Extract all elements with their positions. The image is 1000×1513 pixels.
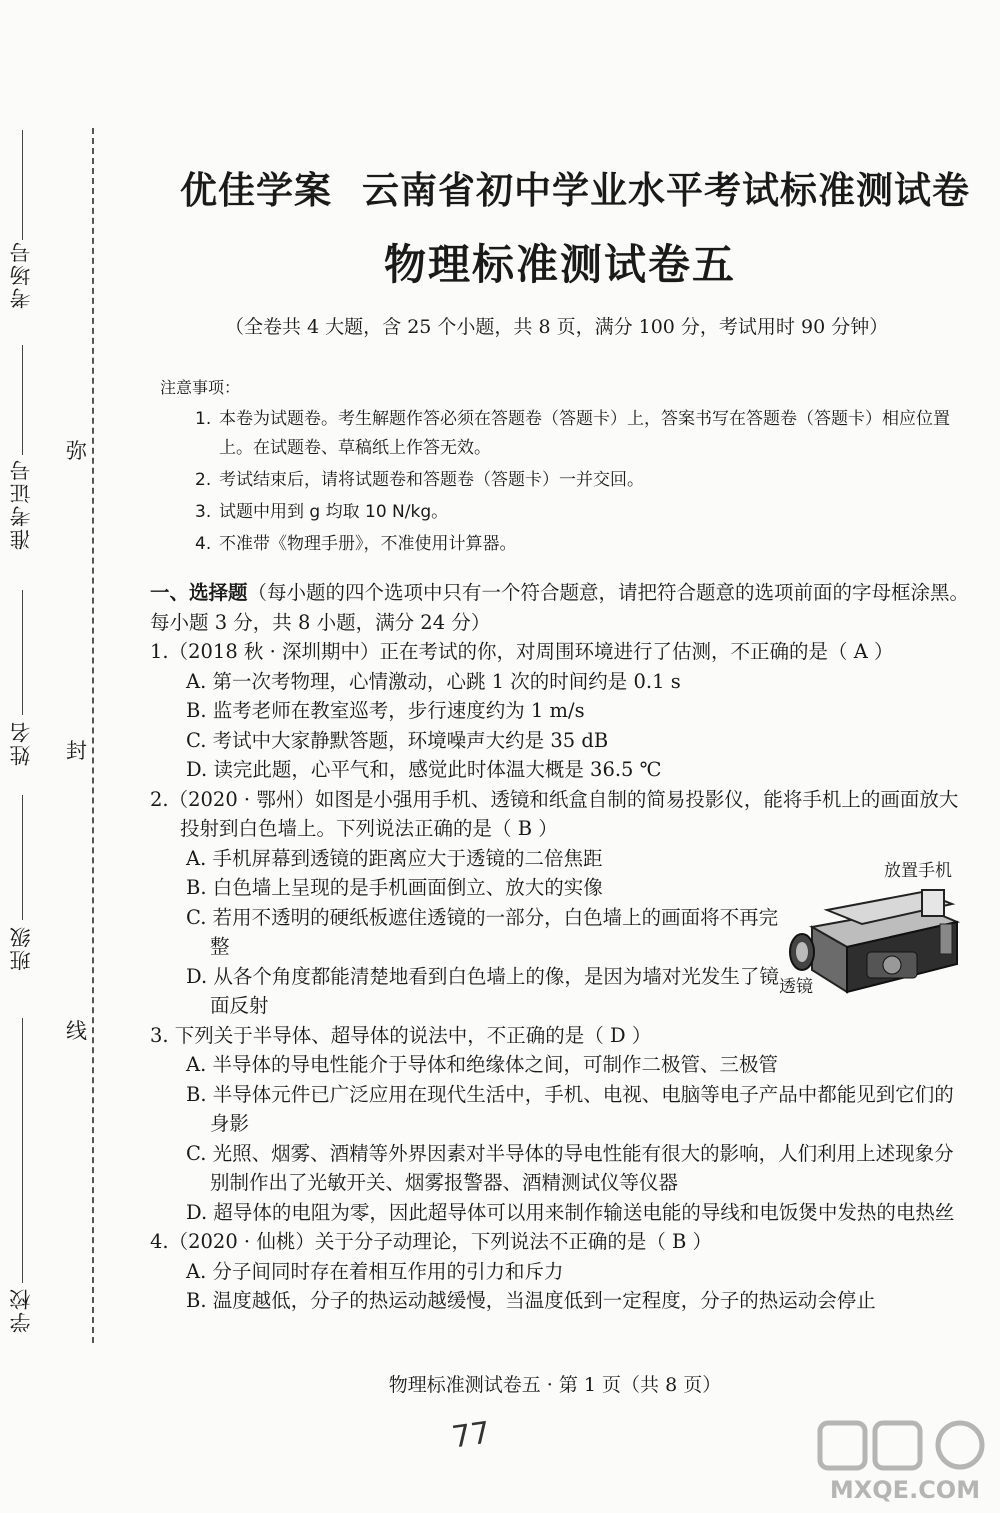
handwritten-page-number: 77	[449, 1415, 493, 1456]
question-option: B. 温度越低，分子的热运动越缓慢，当温度低到一定程度，分子的热运动会停止	[186, 1289, 876, 1312]
question-option: D. 超导体的电阻为零，因此超导体可以用来制作输送电能的导线和电饭煲中发热的电热丝	[186, 1200, 955, 1224]
notice-text: 考试结束后，请将试题卷和答题卷（答题卡）一并交回。	[219, 470, 644, 490]
notice-number: 1.	[195, 409, 212, 429]
question-stem: 4.（2020 · 仙桃）关于分子动理论，下列说法不正确的是（ B ）	[150, 1230, 713, 1253]
seal-char-xian: 线	[66, 1019, 87, 1043]
school-label: 学校	[9, 1287, 33, 1333]
paper-subtitle: （全卷共 4 大题，含 25 个小题，共 8 页，满分 100 分，考试用时 90 分钟）	[225, 316, 889, 338]
notice-text: 本卷为试题卷。考生解题作答必须在答题卷（答题卡）上，答案书写在答题卷（答题卡）相应位置上。在试题卷、草稿纸上作答无效。	[219, 409, 950, 458]
notice-text: 试题中用到 g 均取 10 N/kg。	[219, 502, 449, 522]
notice-item	[195, 405, 975, 463]
question-option: B. 白色墙上呈现的是手机画面倒立、放大的实像	[186, 876, 603, 899]
notice-item	[195, 466, 975, 495]
question-option: A. 第一次考物理，心情激动，心跳 1 次的时间约是 0.1 s	[186, 669, 681, 693]
question-option: A. 分子间同时存在着相互作用的引力和斥力	[186, 1259, 564, 1283]
school-line	[22, 1018, 23, 1283]
notice-number: 3.	[195, 502, 212, 522]
series-header	[180, 160, 970, 214]
seal-char-mi: 弥	[66, 439, 87, 463]
name-label: 姓名	[9, 720, 33, 766]
question-stem: 1.（2018 秋 · 深圳期中）正在考试的你，对周围环境进行了估测，不正确的是（ A ）	[150, 640, 894, 663]
question-option: C. 光照、烟雾、酒精等外界因素对半导体的导电性能有很大的影响，人们利用上述现象分别制作出了光敏开关、烟雾报警器、酒精测试仪等仪器	[186, 1141, 954, 1194]
question-stem: 2.（2020 · 鄂州）如图是小强用手机、透镜和纸盒自制的简易投影仪，能将手机上的画面放大投射到白色墙上。下列说法正确的是（ B ）	[150, 787, 959, 840]
exam-room-label: 考场号	[9, 240, 33, 309]
question-option: D. 从各个角度都能清楚地看到白色墙上的像，是因为墙对光发生了镜面反射	[186, 964, 779, 1017]
series-name: 云南省初中学业水平考试标准测试卷	[362, 169, 970, 212]
ticket-number-line	[22, 345, 23, 455]
notice-heading: 注意事项：	[160, 378, 241, 397]
watermark-text: MXQE.COM	[829, 1476, 981, 1504]
paper-title: 物理标准测试卷五	[383, 240, 736, 289]
seal-char-feng: 封	[66, 739, 87, 763]
question-option: C. 考试中大家静默答题，环境噪声大约是 35 dB	[186, 728, 609, 752]
notice-item	[195, 530, 975, 559]
ticket-number-label: 准考证号	[9, 458, 33, 550]
question-option: A. 半导体的导电性能介于导体和绝缘体之间，可制作二极管、三极管	[186, 1053, 778, 1076]
figure-label-phone: 放置手机	[884, 861, 952, 881]
notice-item	[195, 498, 975, 527]
question-option: B. 半导体元件已广泛应用在现代生活中，手机、电视、电脑等电子产品中都能见到它们的身影	[186, 1082, 954, 1135]
brand-name: 优佳学案	[180, 169, 332, 212]
class-label: 班级	[9, 925, 33, 971]
binding-dashed-line	[92, 128, 94, 1343]
watermark-logo	[815, 1418, 995, 1508]
question-option: D. 读完此题，心平气和，感觉此时体温大概是 36.5 ℃	[186, 758, 662, 781]
exam-room-line	[22, 130, 23, 240]
notice-number: 4.	[195, 534, 212, 554]
section-description: （每小题的四个选项中只有一个符合题意，请把符合题意的选项前面的字母框涂黑。每小题 3 分，共 8 小题，满分 24 分）	[150, 581, 970, 634]
question-stem: 3. 下列关于半导体、超导体的说法中，不正确的是（ D ）	[150, 1023, 652, 1047]
question-option: C. 若用不透明的硬纸板遮住透镜的一部分，白色墙上的画面将不再完整	[186, 905, 779, 958]
notice-list	[195, 405, 975, 562]
question-option: B. 监考老师在教室巡考，步行速度约为 1 m/s	[186, 699, 585, 722]
notice-text: 不准带《物理手册》，不准使用计算器。	[219, 534, 517, 554]
class-line	[22, 795, 23, 920]
question-option: A. 手机屏幕到透镜的距离应大于透镜的二倍焦距	[186, 846, 603, 870]
section-heading	[150, 578, 970, 637]
notice-number: 2.	[195, 470, 212, 490]
page-footer: 物理标准测试卷五 · 第 1 页（共 8 页）	[388, 1374, 722, 1396]
section-title: 一、选择题	[150, 581, 248, 604]
figure-label-lens: 透镜	[779, 977, 813, 997]
name-line	[22, 590, 23, 715]
